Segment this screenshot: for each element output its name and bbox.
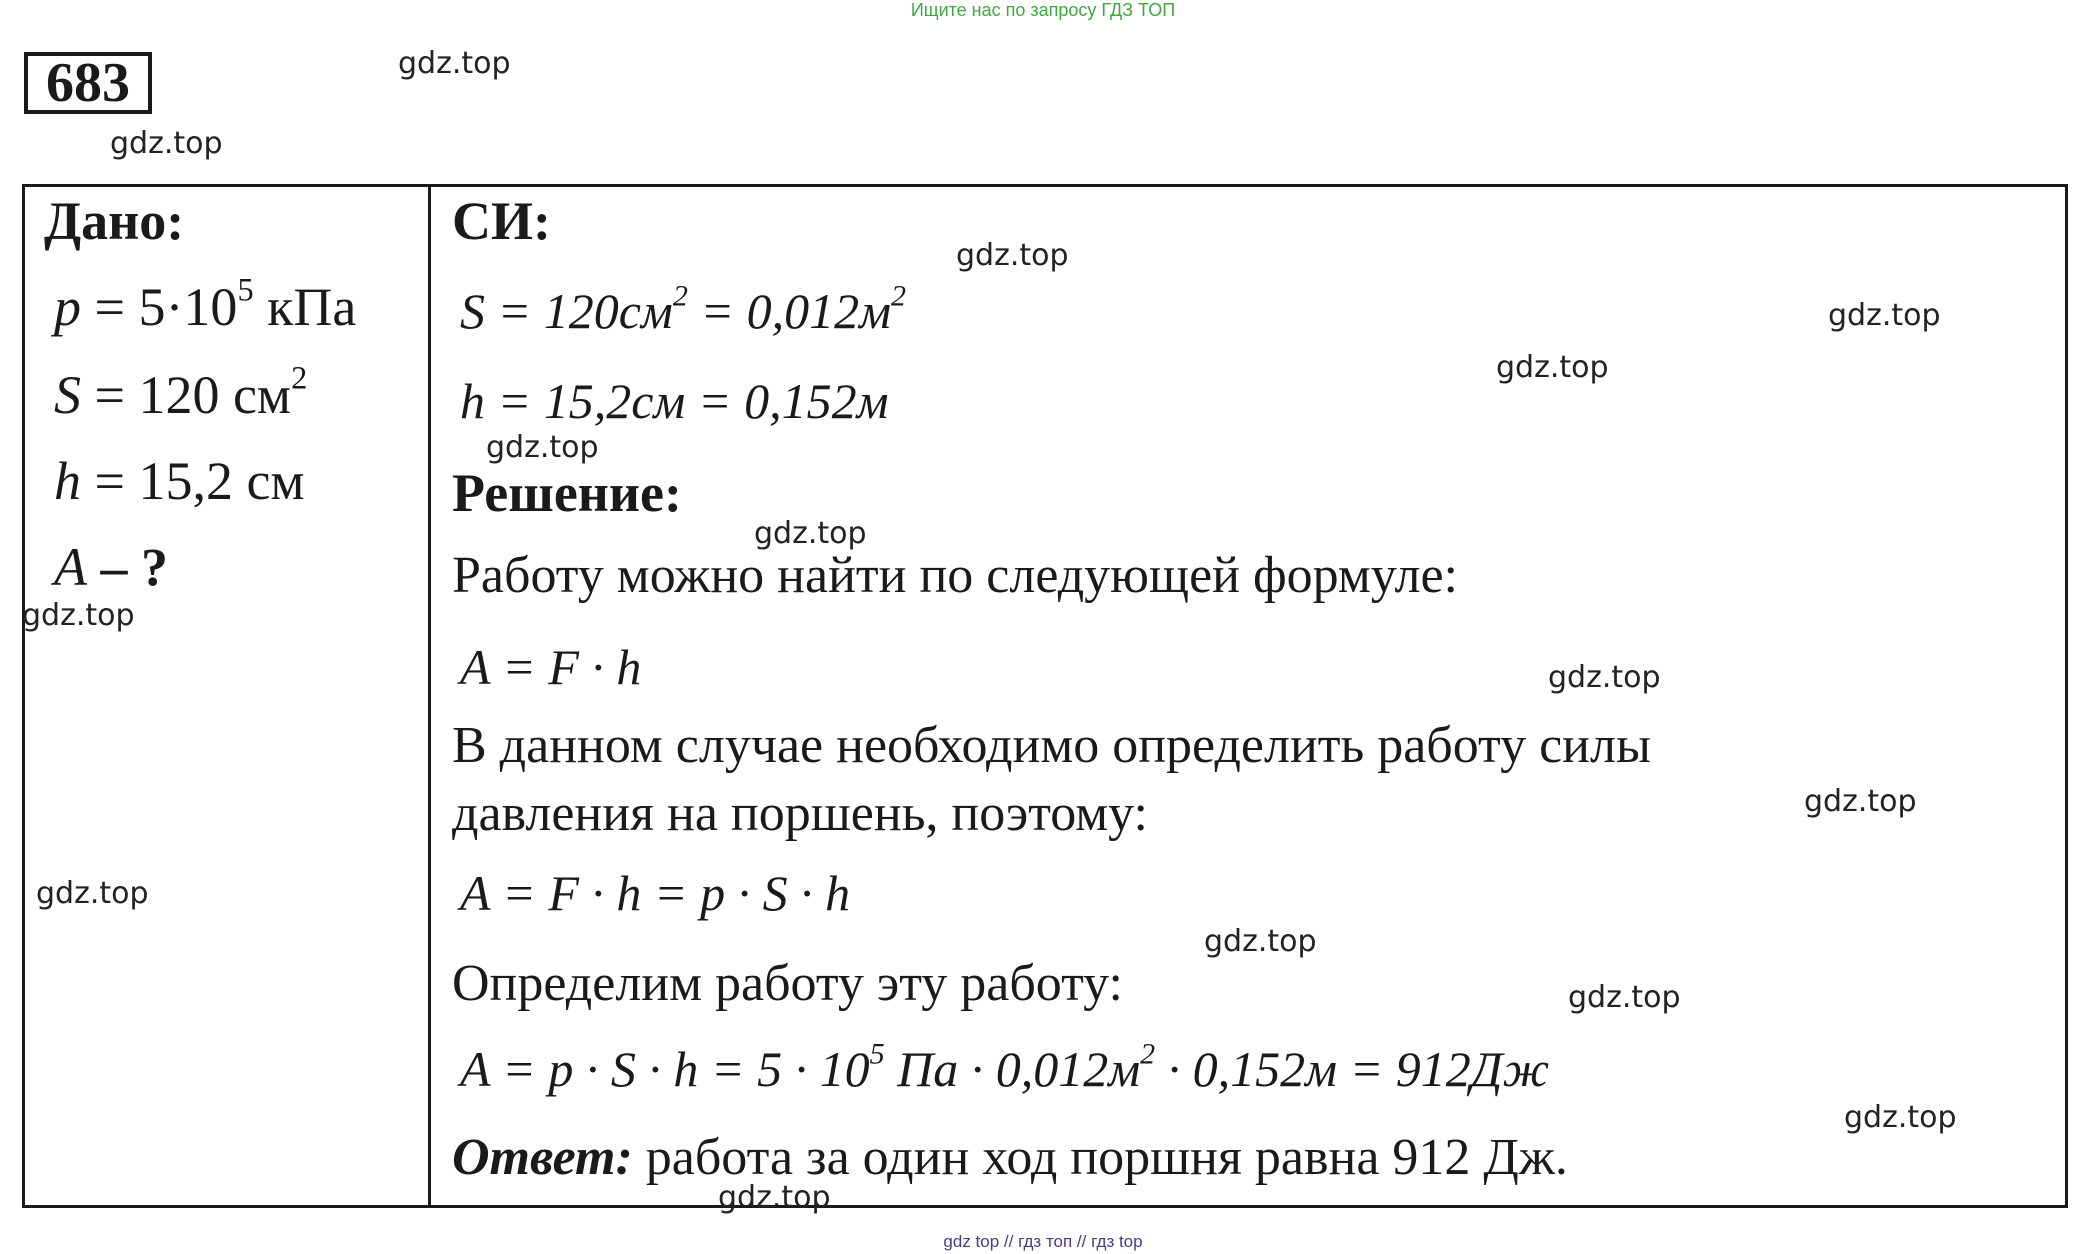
given-a-question: – ? bbox=[87, 537, 168, 597]
si-area-b: = 0,012м bbox=[687, 283, 891, 339]
answer-line bbox=[452, 1128, 1568, 1187]
watermark: gdz.top bbox=[1568, 980, 1681, 1015]
watermark: gdz.top bbox=[398, 46, 511, 81]
given-s-exponent: 2 bbox=[291, 360, 308, 397]
watermark: gdz.top bbox=[36, 876, 149, 911]
si-area-a: S = 120см bbox=[460, 283, 673, 339]
si-heading: СИ: bbox=[452, 191, 551, 251]
watermark: gdz.top bbox=[754, 516, 867, 551]
calc-part-b: Па · 0,012м bbox=[884, 1041, 1141, 1097]
watermark: gdz.top bbox=[110, 126, 223, 161]
watermark: gdz.top bbox=[486, 430, 599, 465]
given-pressure bbox=[54, 272, 357, 338]
calc-part-c: · 0,152м = 912Дж bbox=[1155, 1041, 1550, 1097]
given-heading: Дано: bbox=[44, 191, 185, 251]
watermark: gdz.top bbox=[1548, 660, 1661, 695]
watermark: gdz.top bbox=[956, 238, 1069, 273]
si-area-conversion bbox=[460, 279, 906, 340]
watermark: gdz.top bbox=[718, 1180, 831, 1215]
si-height-conversion: h = 15,2см = 0,152м bbox=[460, 373, 889, 429]
column-divider bbox=[428, 184, 431, 1208]
si-area-exp1: 2 bbox=[672, 279, 688, 313]
formula-work-calculation bbox=[460, 1037, 1550, 1098]
watermark: gdz.top bbox=[22, 598, 135, 633]
given-area bbox=[54, 360, 308, 426]
problem-number: 683 bbox=[24, 52, 152, 114]
given-p-symbol: p bbox=[54, 277, 81, 337]
given-s-symbol: S bbox=[54, 365, 81, 425]
solution-heading: Решение: bbox=[452, 463, 682, 523]
calc-part-a: A = p · S · h = 5 · 10 bbox=[460, 1041, 870, 1097]
given-p-exponent: 5 bbox=[237, 272, 254, 309]
calc-exp1: 5 bbox=[869, 1037, 885, 1071]
calc-exp2: 2 bbox=[1140, 1037, 1156, 1071]
watermark: gdz.top bbox=[1204, 924, 1317, 959]
given-p-unit: кПа bbox=[253, 277, 357, 337]
answer-label: Ответ: bbox=[452, 1129, 633, 1186]
footer-note: gdz top // гдз топ // гдз top bbox=[943, 1232, 1143, 1251]
given-height bbox=[54, 450, 305, 512]
watermark: gdz.top bbox=[1804, 784, 1917, 819]
solution-line-1: Работу можно найти по следующей формуле: bbox=[452, 547, 1458, 604]
solution-line-2: В данном случае необходимо определить работу силы bbox=[452, 717, 1651, 774]
watermark: gdz.top bbox=[1828, 298, 1941, 333]
given-p-value: = 5·10 bbox=[81, 277, 238, 337]
top-search-note: Ищите нас по запросу ГДЗ ТОП bbox=[910, 0, 1176, 20]
given-h-symbol: h bbox=[54, 451, 81, 511]
given-h-value: = 15,2 см bbox=[81, 451, 305, 511]
given-a-symbol: A bbox=[54, 537, 87, 597]
given-work-unknown bbox=[54, 536, 168, 598]
formula-work-basic: A = F · h bbox=[460, 639, 642, 695]
solution-line-4: Определим работу эту работу: bbox=[452, 955, 1123, 1012]
answer-text: работа за один ход поршня равна 912 Дж. bbox=[632, 1129, 1568, 1186]
formula-work-pressure: A = F · h = p · S · h bbox=[460, 865, 851, 921]
watermark: gdz.top bbox=[1496, 350, 1609, 385]
si-area-exp2: 2 bbox=[891, 279, 906, 313]
given-s-value: = 120 см bbox=[81, 365, 292, 425]
watermark: gdz.top bbox=[1844, 1100, 1957, 1135]
solution-line-3: давления на поршень, поэтому: bbox=[452, 785, 1148, 842]
